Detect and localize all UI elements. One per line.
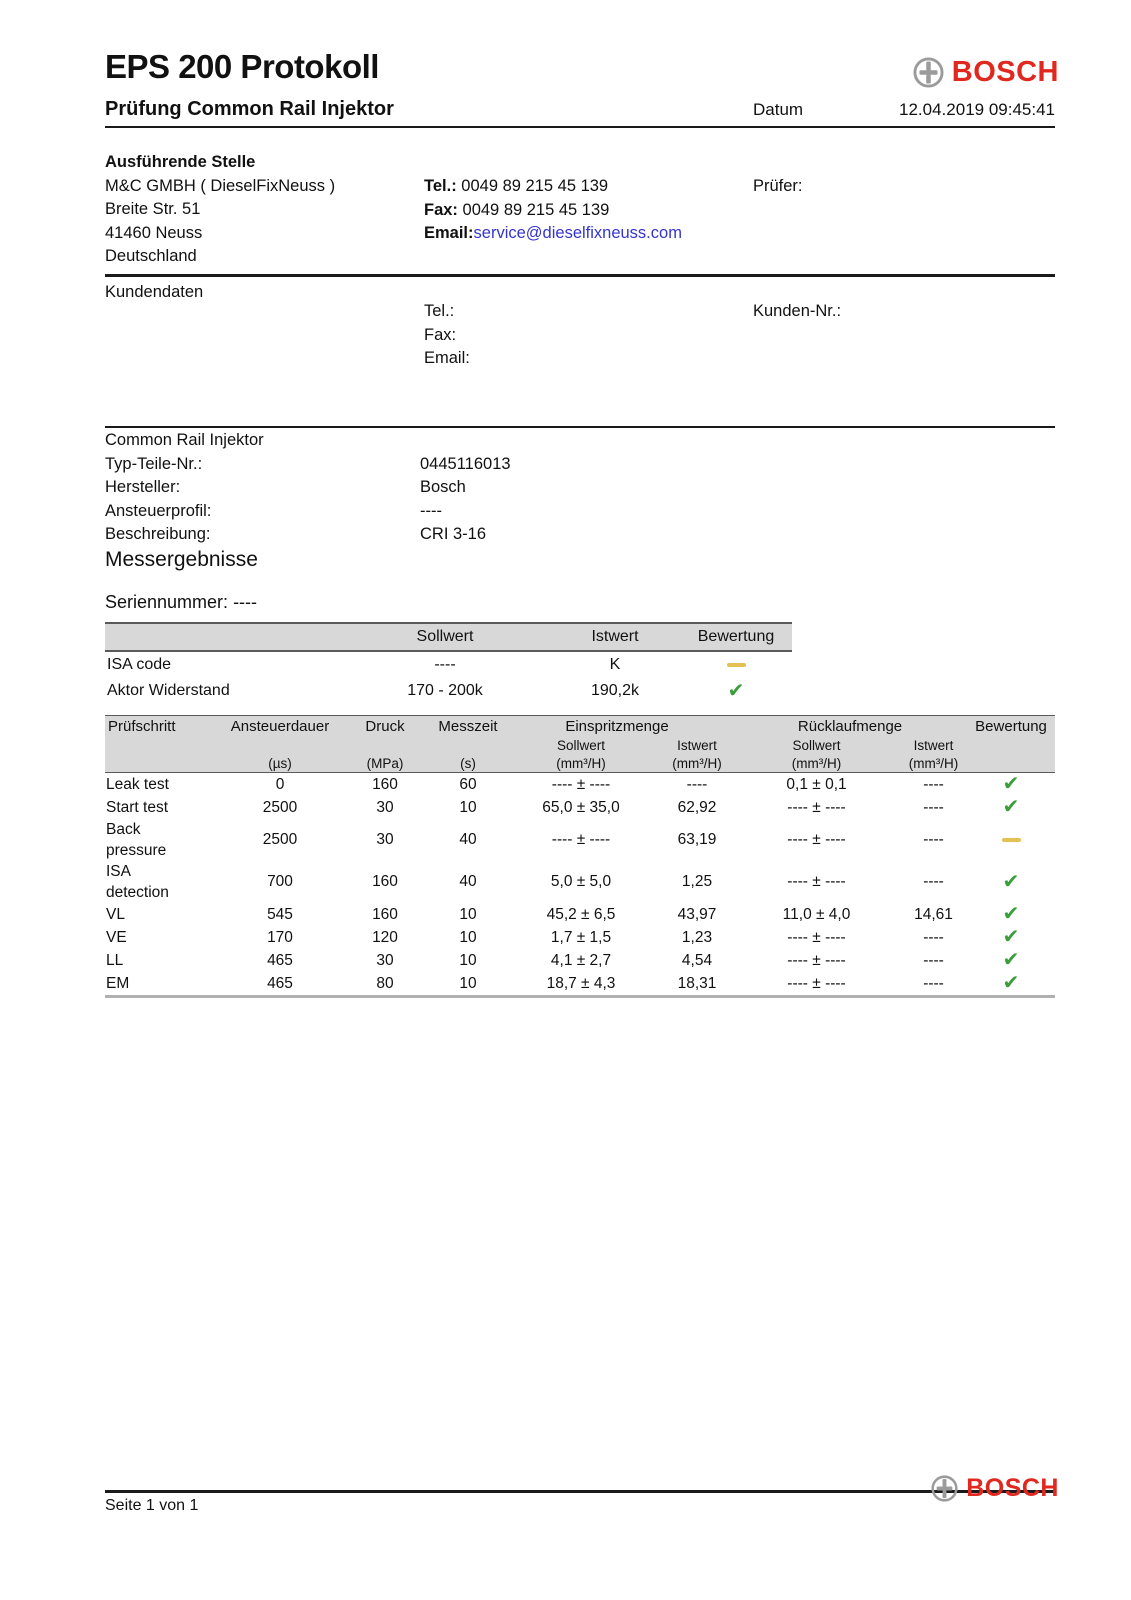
injector-section-divider	[105, 426, 1055, 428]
injector-row-value: 0445116013	[420, 454, 511, 473]
injector-row	[105, 500, 1055, 524]
section-divider-thick	[105, 274, 1055, 277]
measurement-row	[105, 861, 1055, 903]
row-einspritz-sollwert: 18,7 ± 4,3	[501, 972, 661, 997]
rating-icon	[1003, 950, 1020, 970]
summary-row	[105, 651, 792, 678]
document-subtitle: Prüfung Common Rail Injektor	[105, 98, 394, 120]
office-email-line	[424, 222, 682, 246]
serial-value: ----	[233, 592, 258, 612]
row-einspritz-istwert: ----	[686, 775, 708, 793]
injector-row-label: Typ-Teile-Nr.:	[105, 454, 203, 473]
measurement-header-row	[105, 716, 1055, 738]
row-ansteuerdauer: 700	[267, 873, 293, 890]
executing-office-heading: Ausführende Stelle	[105, 153, 256, 171]
customer-no-label: Kunden-Nr.:	[753, 302, 842, 320]
summary-row-sollwert: 170 - 200k	[407, 682, 483, 699]
subheader-einspritz-sollwert: Sollwert	[556, 738, 605, 753]
header-ruecklaufmenge: Rücklaufmenge	[733, 716, 967, 738]
row-ruecklauf-istwert: ----	[923, 928, 944, 946]
row-messzeit: 40	[459, 831, 477, 848]
unit-flow: (mm³/H)	[900, 754, 967, 773]
measurement-table	[105, 715, 1055, 998]
customer-email-label: Email:	[424, 349, 470, 367]
date-label: Datum	[753, 100, 804, 119]
unit-messzeit: (s)	[435, 754, 501, 773]
injector-row-label: Beschreibung:	[105, 525, 211, 543]
customer-fax-label: Fax:	[424, 325, 457, 344]
row-messzeit: 10	[459, 951, 477, 969]
row-ruecklauf-istwert: 14,61	[914, 905, 953, 923]
summary-header-istwert: Istwert	[550, 623, 680, 651]
row-ruecklauf-istwert: ----	[923, 951, 944, 969]
row-ansteuerdauer: 170	[267, 928, 293, 946]
summary-row-istwert: 190,2k	[590, 682, 640, 699]
subheader-einspritz-istwert: Istwert	[677, 738, 717, 753]
rating-icon	[727, 657, 746, 673]
serial-label: Seriennummer:	[105, 592, 229, 612]
footer-page-label: Seite 1 von 1	[105, 1497, 199, 1514]
subheader-ruecklauf-istwert: Istwert	[913, 738, 954, 753]
rating-icon	[1003, 872, 1020, 892]
page-title: EPS 200 Protokoll	[105, 48, 379, 85]
measurement-row	[105, 903, 1055, 926]
bosch-logo-footer	[931, 1474, 1059, 1503]
summary-table	[105, 622, 792, 704]
office-email-link[interactable]: service@dieselfixneuss.com	[473, 224, 682, 242]
unit-flow: (mm³/H)	[501, 754, 661, 773]
row-name: LL	[106, 952, 124, 969]
summary-row-istwert: K	[609, 656, 621, 673]
rating-icon	[728, 681, 745, 701]
row-messzeit: 10	[435, 972, 501, 997]
row-einspritz-sollwert: 65,0 ± 35,0	[542, 798, 620, 816]
subheader-ruecklauf-sollwert: Sollwert	[792, 738, 841, 753]
measurement-units-row	[105, 754, 1055, 773]
row-messzeit: 40	[459, 873, 477, 890]
row-ansteuerdauer: 545	[267, 905, 293, 923]
office-tel-value: 0049 89 215 45 139	[461, 177, 609, 195]
serial-number-line	[105, 592, 257, 613]
summary-header-sollwert: Sollwert	[340, 623, 550, 651]
bosch-logo-header	[913, 56, 1059, 89]
row-einspritz-istwert: 43,97	[677, 905, 717, 923]
row-einspritz-sollwert: ---- ± ----	[551, 775, 611, 793]
injector-heading: Common Rail Injektor	[105, 431, 264, 449]
row-name: Start test	[106, 799, 169, 816]
row-ruecklauf-sollwert: 0,1 ± 0,1	[786, 775, 847, 793]
injector-row	[105, 453, 1055, 477]
summary-row	[105, 678, 792, 704]
summary-row-name: Aktor Widerstand	[107, 682, 230, 699]
row-name: EM	[106, 975, 130, 992]
row-druck: 160	[372, 775, 398, 793]
row-ruecklauf-istwert: ----	[923, 831, 944, 848]
office-tel-line	[424, 175, 682, 199]
rating-icon	[1003, 973, 1020, 993]
row-druck: 30	[376, 831, 394, 848]
unit-flow: (mm³/H)	[733, 754, 900, 773]
row-einspritz-istwert: 18,31	[661, 972, 733, 997]
header-divider	[105, 126, 1055, 128]
company-street: Breite Str. 51	[105, 200, 201, 218]
header-pruefschritt: Prüfschritt	[105, 716, 225, 738]
customer-section	[105, 281, 1055, 367]
row-einspritz-istwert: 1,25	[681, 873, 713, 890]
rating-icon	[1003, 927, 1020, 947]
customer-heading: Kundendaten	[105, 283, 204, 301]
bosch-wordmark: BOSCH	[966, 1474, 1059, 1502]
row-ansteuerdauer: 2500	[262, 798, 298, 816]
results-heading: Messergebnisse	[105, 548, 258, 571]
header-bewertung: Bewertung	[967, 716, 1055, 738]
row-messzeit: 10	[459, 928, 477, 946]
row-einspritz-sollwert: ---- ± ----	[551, 831, 611, 848]
row-ruecklauf-istwert: ----	[923, 775, 944, 793]
office-fax-label: Fax:	[424, 200, 458, 219]
row-ruecklauf-sollwert: ---- ± ----	[787, 798, 846, 816]
injector-row-value: ----	[420, 501, 442, 520]
measurement-row	[105, 796, 1055, 819]
summary-row-name: ISA code	[107, 656, 172, 673]
row-ruecklauf-sollwert: ---- ± ----	[787, 951, 846, 969]
company-name: M&C GMBH ( DieselFixNeuss )	[105, 176, 336, 195]
row-ruecklauf-sollwert: ---- ± ----	[787, 831, 846, 848]
row-ansteuerdauer: 465	[267, 951, 293, 969]
row-name: Back pressure	[106, 821, 167, 859]
measurement-subheader-row	[105, 737, 1055, 754]
company-country: Deutschland	[105, 247, 197, 265]
unit-druck: (MPa)	[335, 754, 435, 773]
rating-icon	[1003, 797, 1020, 817]
row-einspritz-istwert: 4,54	[681, 951, 713, 969]
row-druck: 80	[335, 972, 435, 997]
customer-tel-label: Tel.:	[424, 302, 455, 320]
header-ansteuerdauer: Ansteuerdauer	[225, 716, 335, 738]
header-messzeit: Messzeit	[435, 716, 501, 738]
measurement-row	[105, 819, 1055, 861]
unit-flow: (mm³/H)	[661, 754, 733, 773]
row-messzeit: 10	[459, 905, 477, 923]
summary-row-sollwert: ----	[434, 656, 456, 673]
row-druck: 160	[372, 905, 398, 923]
row-einspritz-sollwert: 45,2 ± 6,5	[546, 905, 616, 923]
row-ruecklauf-sollwert: ---- ± ----	[787, 873, 846, 890]
row-ansteuerdauer: 2500	[262, 831, 298, 848]
injector-row-label: Hersteller:	[105, 478, 181, 496]
rating-icon	[1003, 904, 1020, 924]
injector-row	[105, 523, 1055, 547]
header-druck: Druck	[335, 716, 435, 738]
row-ruecklauf-istwert: ----	[900, 972, 967, 997]
rating-icon	[1002, 832, 1021, 848]
row-einspritz-sollwert: 4,1 ± 2,7	[550, 951, 612, 969]
office-email-label: Email:	[424, 224, 474, 242]
row-einspritz-istwert: 1,23	[681, 928, 713, 946]
measurement-row	[105, 949, 1055, 972]
row-druck: 160	[372, 873, 398, 890]
bosch-armature-icon	[931, 1475, 958, 1502]
row-name: ISA detection	[106, 863, 169, 901]
injector-row-label: Ansteuerprofil:	[105, 501, 212, 520]
row-ruecklauf-sollwert: ---- ± ----	[733, 972, 900, 997]
row-ruecklauf-istwert: ----	[923, 873, 944, 890]
examiner-label: Prüfer:	[753, 177, 803, 195]
row-name: VE	[106, 929, 127, 946]
row-einspritz-sollwert: 1,7 ± 1,5	[550, 928, 612, 946]
date-value: 12.04.2019 09:45:41	[899, 100, 1055, 119]
row-ruecklauf-sollwert: 11,0 ± 4,0	[782, 905, 851, 923]
row-name: VL	[106, 906, 125, 923]
rating-icon	[1003, 774, 1020, 794]
row-druck: 30	[376, 798, 394, 816]
bosch-armature-icon	[913, 57, 944, 88]
footer-divider	[105, 1490, 1055, 1493]
measurement-row	[105, 972, 1055, 997]
measurement-row	[105, 773, 1055, 797]
injector-row-value: Bosch	[420, 478, 466, 496]
summary-header-row	[105, 623, 792, 651]
measurement-row	[105, 926, 1055, 949]
row-messzeit: 10	[459, 798, 477, 816]
injector-row	[105, 476, 1055, 500]
row-ansteuerdauer: 0	[275, 775, 285, 793]
office-fax-value: 0049 89 215 45 139	[462, 200, 610, 219]
row-ansteuerdauer: 465	[225, 972, 335, 997]
row-einspritz-sollwert: 5,0 ± 5,0	[550, 873, 612, 890]
summary-header-bewertung: Bewertung	[680, 623, 792, 651]
bosch-wordmark: BOSCH	[951, 56, 1059, 88]
row-name: Leak test	[106, 776, 169, 793]
injector-section	[105, 429, 1055, 547]
office-tel-label: Tel.:	[424, 177, 457, 195]
office-fax-line	[424, 199, 682, 223]
company-city: 41460 Neuss	[105, 223, 203, 242]
row-ruecklauf-sollwert: ---- ± ----	[787, 928, 846, 946]
row-druck: 120	[372, 928, 398, 946]
row-ruecklauf-istwert: ----	[923, 798, 944, 816]
injector-row-value: CRI 3-16	[420, 525, 487, 543]
header-einspritzmenge: Einspritzmenge	[501, 716, 733, 738]
row-messzeit: 60	[459, 775, 477, 793]
unit-ansteuerdauer: (µs)	[225, 754, 335, 773]
row-einspritz-istwert: 62,92	[677, 798, 717, 816]
row-einspritz-istwert: 63,19	[677, 831, 717, 848]
row-druck: 30	[376, 951, 394, 969]
